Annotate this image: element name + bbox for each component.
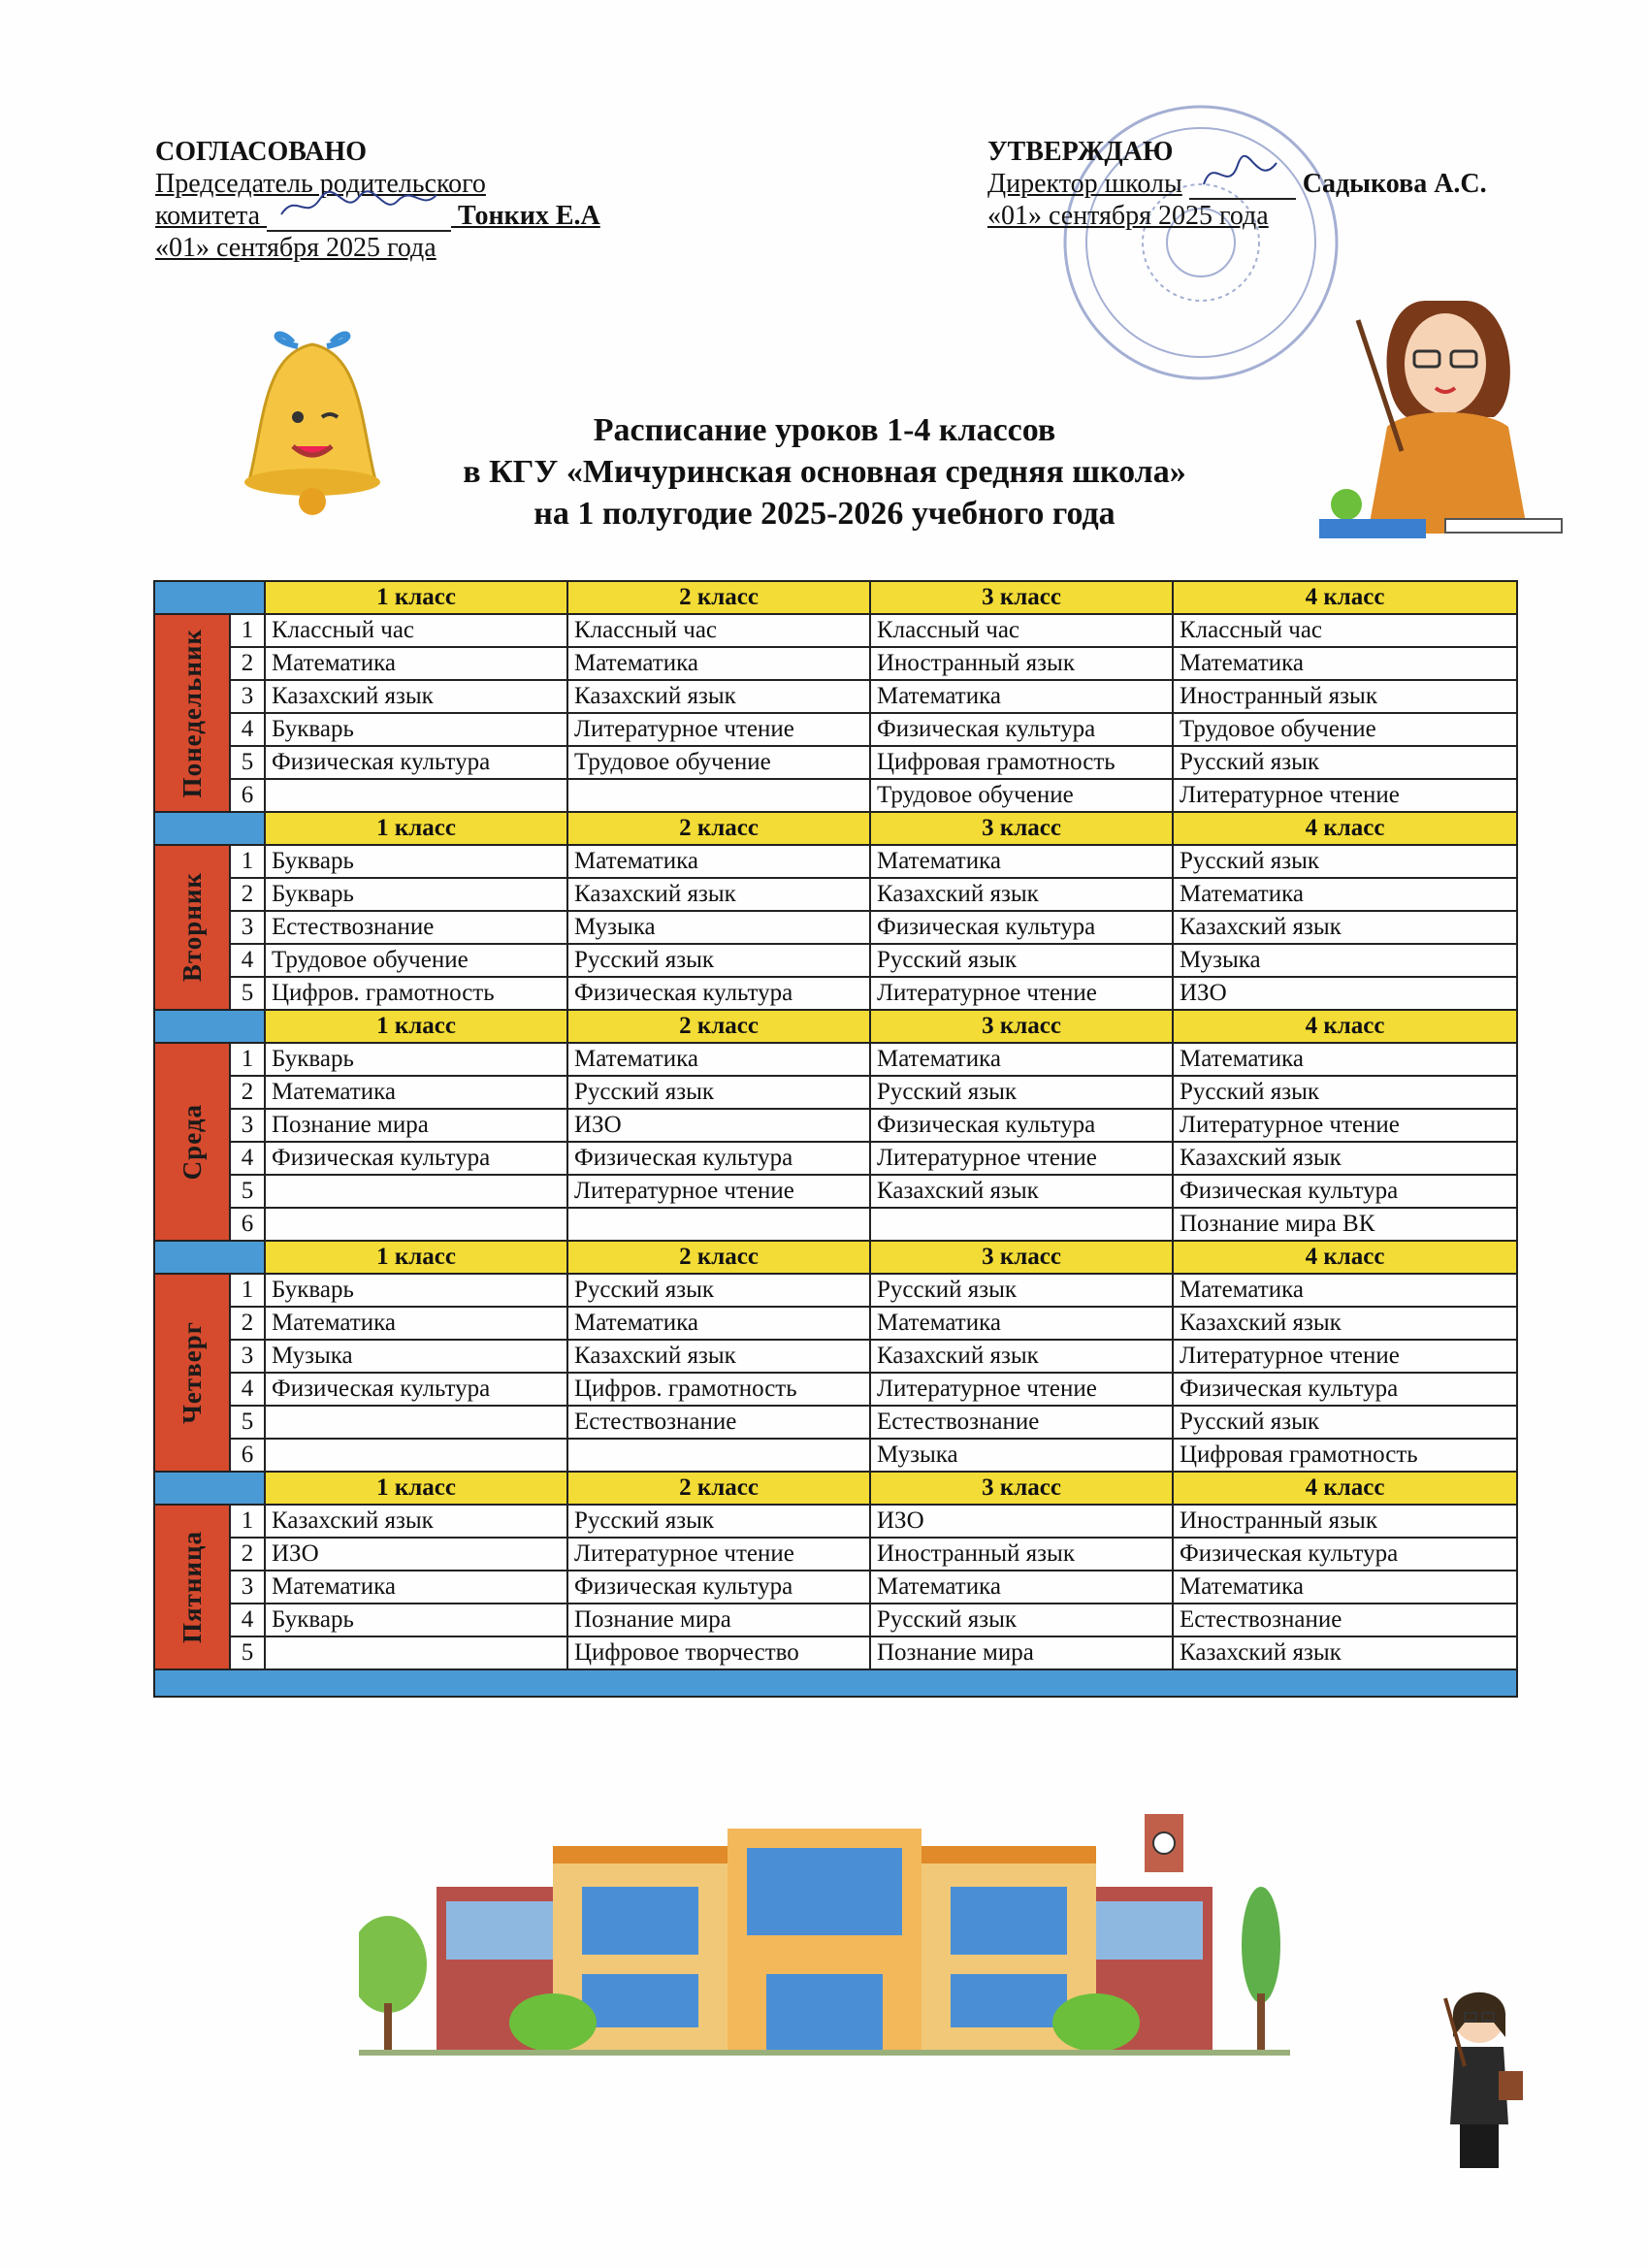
schedule-title (340, 409, 1310, 535)
lesson-row (154, 647, 1517, 680)
subject-cell: Цифровое творчество (567, 1636, 870, 1669)
lesson-row (154, 1406, 1517, 1439)
subject-cell: Математика (870, 1571, 1173, 1604)
subject-cell: Русский язык (567, 1274, 870, 1307)
subject-cell: Математика (1173, 1274, 1517, 1307)
subject-cell: Цифровая грамотность (870, 746, 1173, 779)
lesson-number: 2 (230, 1307, 265, 1340)
lesson-number: 5 (230, 977, 265, 1010)
subject-cell: Литературное чтение (567, 713, 870, 746)
day-label-cell (154, 1274, 230, 1472)
class-header-cell: 4 класс (1173, 812, 1517, 845)
header-blank-cell (154, 581, 265, 614)
subject-cell: Литературное чтение (1173, 1109, 1517, 1142)
class-header-cell: 3 класс (870, 581, 1173, 614)
title-line-1: Расписание уроков 1-4 классов (593, 412, 1056, 448)
subject-cell (567, 1439, 870, 1472)
subject-cell: Русский язык (870, 1604, 1173, 1636)
subject-cell: Казахский язык (1173, 1142, 1517, 1175)
subject-cell: Русский язык (1173, 746, 1517, 779)
lesson-number: 2 (230, 878, 265, 911)
approval-heading-left: СОГЛАСОВАНО (155, 137, 367, 167)
subject-cell: Математика (870, 845, 1173, 878)
subject-cell: Музыка (870, 1439, 1173, 1472)
header-blank-cell (154, 1472, 265, 1505)
lesson-row (154, 1604, 1517, 1636)
subject-cell: Физическая культура (870, 1109, 1173, 1142)
approval-block-left (155, 136, 600, 264)
subject-cell: Трудовое обучение (567, 746, 870, 779)
subject-cell: Букварь (265, 845, 567, 878)
lesson-row (154, 1373, 1517, 1406)
subject-cell: Букварь (265, 1604, 567, 1636)
lesson-number: 6 (230, 1208, 265, 1241)
lesson-number: 4 (230, 1142, 265, 1175)
subject-cell: ИЗО (567, 1109, 870, 1142)
subject-cell: Математика (870, 1307, 1173, 1340)
subject-cell: Физическая культура (1173, 1373, 1517, 1406)
subject-cell: Музыка (1173, 944, 1517, 977)
lesson-number: 5 (230, 1175, 265, 1208)
small-teacher-illustration (1426, 1979, 1533, 2183)
signature-scribble-left (276, 187, 441, 226)
subject-cell: Познание мира (567, 1604, 870, 1636)
class-header-cell: 4 класс (1173, 1241, 1517, 1274)
subject-cell: Русский язык (567, 944, 870, 977)
subject-cell (567, 779, 870, 812)
subject-cell: Русский язык (1173, 845, 1517, 878)
subject-cell: ИЗО (1173, 977, 1517, 1010)
subject-cell: Естествознание (870, 1406, 1173, 1439)
subject-cell: Естествознание (265, 911, 567, 944)
subject-cell: Казахский язык (265, 1505, 567, 1538)
class-header-cell: 3 класс (870, 1010, 1173, 1043)
lesson-number: 3 (230, 911, 265, 944)
class-header-cell: 1 класс (265, 1472, 567, 1505)
teacher-illustration (1300, 281, 1581, 553)
lesson-row (154, 1175, 1517, 1208)
lesson-number: 4 (230, 944, 265, 977)
class-header-cell: 3 класс (870, 812, 1173, 845)
class-header-cell: 3 класс (870, 1241, 1173, 1274)
lesson-row (154, 614, 1517, 647)
subject-cell: Физическая культура (265, 1142, 567, 1175)
subject-cell: Физическая культура (265, 1373, 567, 1406)
day-label-cell (154, 1505, 230, 1669)
subject-cell: Казахский язык (1173, 1636, 1517, 1669)
class-header-cell: 2 класс (567, 581, 870, 614)
day-name: Среда (178, 1103, 207, 1181)
subject-cell: Математика (567, 1307, 870, 1340)
subject-cell (265, 1406, 567, 1439)
approval-name-left: Тонких Е.А (458, 201, 600, 231)
subject-cell: Букварь (265, 1274, 567, 1307)
subject-cell: Математика (265, 1571, 567, 1604)
subject-cell: Музыка (265, 1340, 567, 1373)
subject-cell: Казахский язык (870, 878, 1173, 911)
lesson-row (154, 746, 1517, 779)
approval-block-right (987, 136, 1487, 232)
school-building-illustration (359, 1809, 1290, 2081)
subject-cell: Трудовое обучение (265, 944, 567, 977)
subject-cell: Литературное чтение (870, 977, 1173, 1010)
subject-cell: Математика (567, 647, 870, 680)
subject-cell: Казахский язык (1173, 911, 1517, 944)
subject-cell: Физическая культура (567, 977, 870, 1010)
lesson-number: 3 (230, 1571, 265, 1604)
class-header-cell: 4 класс (1173, 1010, 1517, 1043)
lesson-row (154, 1274, 1517, 1307)
approval-date-right: «01» сентября 2025 года (987, 201, 1269, 231)
lesson-row (154, 944, 1517, 977)
lesson-number: 1 (230, 1274, 265, 1307)
lesson-number: 6 (230, 779, 265, 812)
signature-line-right (1189, 171, 1296, 200)
subject-cell: Цифров. грамотность (265, 977, 567, 1010)
lesson-row (154, 1142, 1517, 1175)
subject-cell: Математика (567, 1043, 870, 1076)
day-name: Пятница (178, 1530, 207, 1644)
subject-cell: Иностранный язык (870, 1538, 1173, 1571)
class-header-cell: 2 класс (567, 812, 870, 845)
class-header-row (154, 1472, 1517, 1505)
subject-cell (265, 1175, 567, 1208)
subject-cell: Казахский язык (1173, 1307, 1517, 1340)
lesson-number: 2 (230, 647, 265, 680)
subject-cell: Трудовое обучение (1173, 713, 1517, 746)
lesson-row (154, 1538, 1517, 1571)
subject-cell: Математика (1173, 1571, 1517, 1604)
class-header-row (154, 1241, 1517, 1274)
class-header-cell: 3 класс (870, 1472, 1173, 1505)
lesson-row (154, 911, 1517, 944)
lesson-row (154, 1340, 1517, 1373)
approval-date-left: «01» сентября 2025 года (155, 233, 436, 263)
class-header-cell: 1 класс (265, 1010, 567, 1043)
signature-line-left (267, 203, 451, 232)
subject-cell: Литературное чтение (870, 1142, 1173, 1175)
subject-cell: Математика (1173, 647, 1517, 680)
subject-cell: Физическая культура (567, 1571, 870, 1604)
lesson-row (154, 845, 1517, 878)
schedule-table (153, 580, 1518, 1698)
subject-cell: Физическая культура (1173, 1538, 1517, 1571)
lesson-number: 5 (230, 1406, 265, 1439)
lesson-row (154, 878, 1517, 911)
subject-cell: Физическая культура (870, 713, 1173, 746)
subject-cell: Математика (265, 1307, 567, 1340)
lesson-row (154, 1505, 1517, 1538)
class-header-cell: 1 класс (265, 1241, 567, 1274)
lesson-number: 1 (230, 1043, 265, 1076)
lesson-number: 4 (230, 713, 265, 746)
day-name: Понедельник (178, 628, 207, 798)
lesson-row (154, 779, 1517, 812)
title-line-3: на 1 полугодие 2025-2026 учебного года (534, 496, 1116, 532)
subject-cell: Математика (870, 680, 1173, 713)
subject-cell: Математика (265, 647, 567, 680)
lesson-number: 4 (230, 1604, 265, 1636)
subject-cell: Физическая культура (870, 911, 1173, 944)
day-label-cell (154, 614, 230, 812)
lesson-number: 2 (230, 1076, 265, 1109)
lesson-row (154, 1076, 1517, 1109)
subject-cell: Познание мира (265, 1109, 567, 1142)
subject-cell: Русский язык (1173, 1076, 1517, 1109)
lesson-number: 1 (230, 614, 265, 647)
subject-cell: Математика (265, 1076, 567, 1109)
subject-cell: Литературное чтение (1173, 779, 1517, 812)
subject-cell: Иностранный язык (1173, 680, 1517, 713)
subject-cell (567, 1208, 870, 1241)
lesson-row (154, 1636, 1517, 1669)
subject-cell: Русский язык (567, 1505, 870, 1538)
subject-cell (265, 1439, 567, 1472)
lesson-number: 1 (230, 1505, 265, 1538)
header-blank-cell (154, 812, 265, 845)
lesson-row (154, 1571, 1517, 1604)
subject-cell: Литературное чтение (567, 1175, 870, 1208)
class-header-row (154, 581, 1517, 614)
day-name: Четверг (178, 1321, 207, 1424)
footer-bar-cell (154, 1669, 1517, 1697)
day-label-cell (154, 1043, 230, 1241)
lesson-row (154, 680, 1517, 713)
subject-cell: Познание мира ВК (1173, 1208, 1517, 1241)
subject-cell: ИЗО (265, 1538, 567, 1571)
class-header-row (154, 812, 1517, 845)
subject-cell: Классный час (870, 614, 1173, 647)
class-header-row (154, 1010, 1517, 1043)
subject-cell: Литературное чтение (1173, 1340, 1517, 1373)
subject-cell: Классный час (567, 614, 870, 647)
subject-cell: Казахский язык (870, 1340, 1173, 1373)
subject-cell: Физическая культура (567, 1142, 870, 1175)
lesson-number: 3 (230, 680, 265, 713)
subject-cell: Русский язык (567, 1076, 870, 1109)
table-footer-bar (154, 1669, 1517, 1697)
subject-cell: Иностранный язык (870, 647, 1173, 680)
subject-cell: Естествознание (1173, 1604, 1517, 1636)
subject-cell: Казахский язык (567, 878, 870, 911)
subject-cell: Казахский язык (567, 1340, 870, 1373)
lesson-row (154, 1208, 1517, 1241)
day-name: Вторник (178, 872, 207, 983)
subject-cell: Казахский язык (870, 1175, 1173, 1208)
subject-cell: Классный час (265, 614, 567, 647)
subject-cell (265, 1208, 567, 1241)
lesson-row (154, 713, 1517, 746)
lesson-number: 5 (230, 746, 265, 779)
class-header-cell: 4 класс (1173, 1472, 1517, 1505)
subject-cell: Русский язык (1173, 1406, 1517, 1439)
lesson-row (154, 1109, 1517, 1142)
lesson-row (154, 1307, 1517, 1340)
subject-cell: Букварь (265, 1043, 567, 1076)
lesson-number: 3 (230, 1109, 265, 1142)
subject-cell: Цифровая грамотность (1173, 1439, 1517, 1472)
subject-cell: Русский язык (870, 1076, 1173, 1109)
approval-position-left-cont: комитета (155, 201, 261, 231)
subject-cell: Казахский язык (265, 680, 567, 713)
subject-cell: Русский язык (870, 1274, 1173, 1307)
lesson-number: 3 (230, 1340, 265, 1373)
lesson-row (154, 977, 1517, 1010)
subject-cell: Трудовое обучение (870, 779, 1173, 812)
subject-cell: Музыка (567, 911, 870, 944)
signature-scribble-right (1199, 155, 1286, 194)
approval-position-right: Директор школы (987, 169, 1182, 199)
lesson-number: 1 (230, 845, 265, 878)
subject-cell: Иностранный язык (1173, 1505, 1517, 1538)
subject-cell: ИЗО (870, 1505, 1173, 1538)
lesson-number: 5 (230, 1636, 265, 1669)
subject-cell: Физическая культура (1173, 1175, 1517, 1208)
lesson-row (154, 1043, 1517, 1076)
subject-cell: Цифров. грамотность (567, 1373, 870, 1406)
title-line-2: в КГУ «Мичуринская основная средняя школа» (463, 454, 1186, 490)
class-header-cell: 2 класс (567, 1472, 870, 1505)
subject-cell: Физическая культура (265, 746, 567, 779)
approval-heading-right: УТВЕРЖДАЮ (987, 137, 1174, 167)
subject-cell: Букварь (265, 713, 567, 746)
lesson-row (154, 1439, 1517, 1472)
lesson-number: 4 (230, 1373, 265, 1406)
class-header-cell: 1 класс (265, 812, 567, 845)
lesson-number: 2 (230, 1538, 265, 1571)
approval-name-right: Садыкова А.С. (1302, 169, 1487, 199)
class-header-cell: 2 класс (567, 1010, 870, 1043)
subject-cell: Математика (870, 1043, 1173, 1076)
subject-cell (265, 1636, 567, 1669)
header-blank-cell (154, 1010, 265, 1043)
subject-cell: Естествознание (567, 1406, 870, 1439)
subject-cell (870, 1208, 1173, 1241)
approval-position-left: Председатель родительского (155, 169, 486, 199)
header-blank-cell (154, 1241, 265, 1274)
subject-cell: Литературное чтение (567, 1538, 870, 1571)
subject-cell: Математика (567, 845, 870, 878)
subject-cell: Казахский язык (567, 680, 870, 713)
subject-cell: Познание мира (870, 1636, 1173, 1669)
subject-cell: Математика (1173, 1043, 1517, 1076)
subject-cell: Букварь (265, 878, 567, 911)
subject-cell (265, 779, 567, 812)
subject-cell: Классный час (1173, 614, 1517, 647)
day-label-cell (154, 845, 230, 1010)
class-header-cell: 1 класс (265, 581, 567, 614)
class-header-cell: 4 класс (1173, 581, 1517, 614)
subject-cell: Русский язык (870, 944, 1173, 977)
subject-cell: Литературное чтение (870, 1373, 1173, 1406)
lesson-number: 6 (230, 1439, 265, 1472)
subject-cell: Математика (1173, 878, 1517, 911)
class-header-cell: 2 класс (567, 1241, 870, 1274)
